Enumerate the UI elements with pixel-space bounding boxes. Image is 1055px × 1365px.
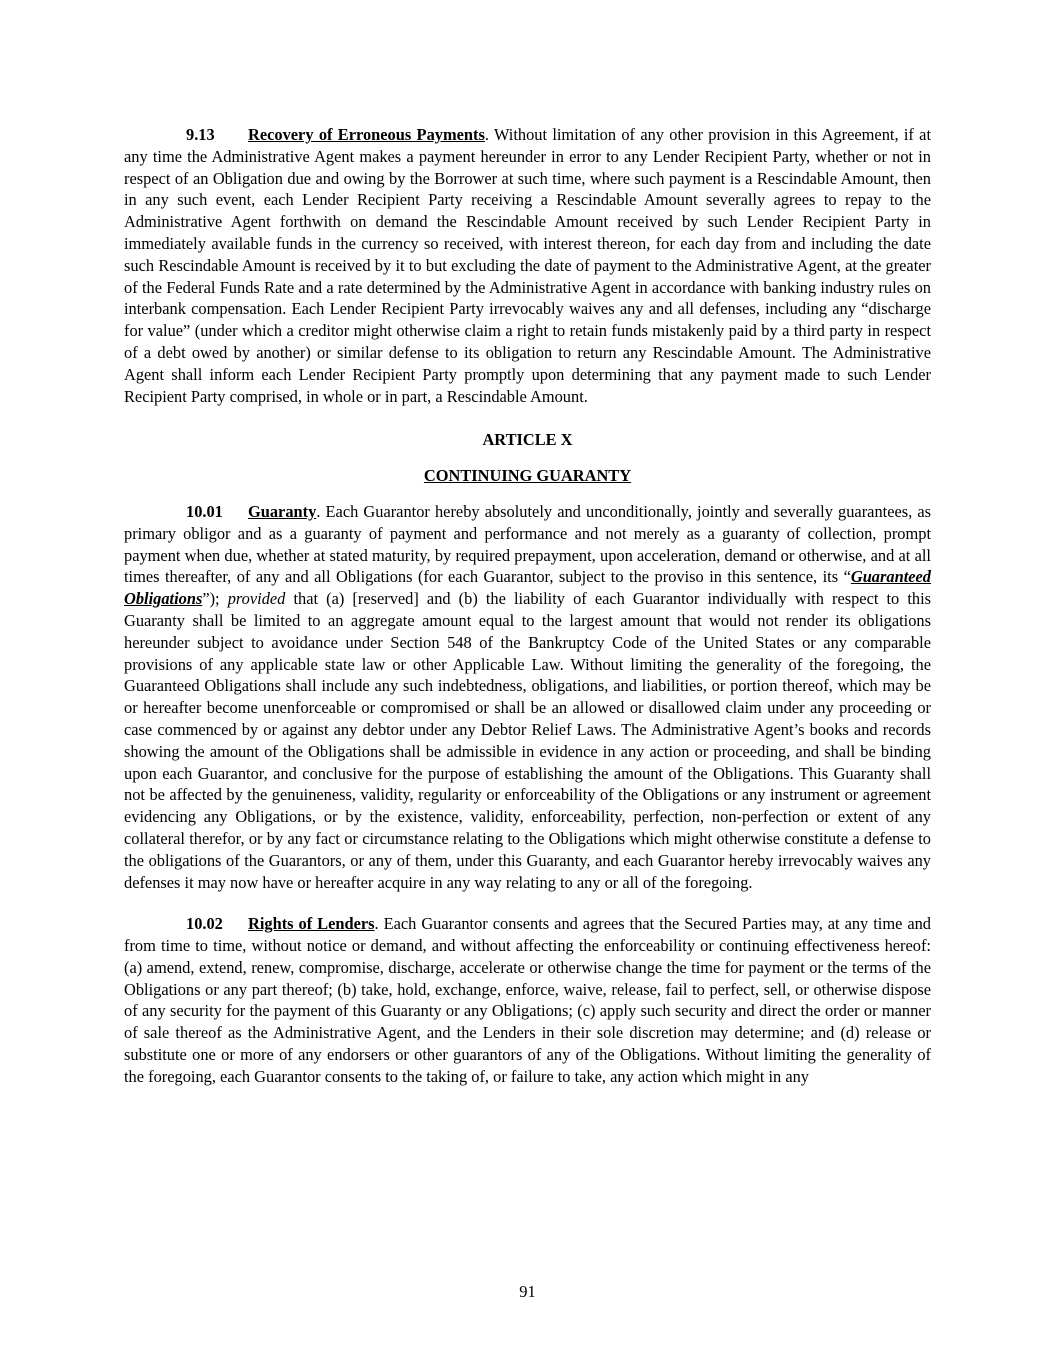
defined-term: Guaranteed Obligations <box>124 567 931 609</box>
section-body-part-2: ”); <box>202 589 228 609</box>
section-body-part-3: that (a) [reserved] and (b) the liability of each Guarantor individually with respect to this Guaranty shall be limited to an aggregate amount equal to the largest amount that would not render its obligations hereunder subject to avoidance under Section 548 of the Bankruptcy Code of the United States or any comparable provisions of any applicable state law or other Applicable Law. Without limiting the generality of the foregoing, the Guaranteed Obligations shall include any such indebtedness, obligations, and liabilities, or portion thereof, which may be or hereafter become unenforceable or compromised or shall be an allowed or disallowed claim under any proceeding or case commenced by or against any debtor under any Debtor Relief Laws. The Administrative Agent’s books and records showing the amount of the Obligations shall be admissible in evidence in any action or proceeding, and shall be binding upon each Guarantor, and conclusive for the purpose of establishing the amount of the Obligations. This Guaranty shall not be affected by the genuineness, validity, regularity or enforceability of the Obligations or any instrument or agreement evidencing any Obligations, or by the existence, validity, enforceability, perfection, non-perfection or extent of any collateral therefor, or by any fact or circumstance relating to the Obligations which might otherwise constitute a defense to the obligations of the Guarantors, or any of them, under this Guaranty, and each Guarantor hereby irrevocably waives any defenses it may now have or hereafter acquire in any way relating to any or all of the foregoing. <box>124 589 932 892</box>
section-body: . Each Guarantor consents and agrees that the Secured Parties may, at any time and from time to time, without notice or demand, and without affecting the enforceability or continuing effectiveness hereof: (a) amend, extend, renew, compromise, discharge, accelerate or otherwise change the time for payment or the terms of the Obligations or any part thereof; (b) take, hold, exchange, enforce, waive, release, fail to perfect, sell, or otherwise dispose of any security for the payment of this Guaranty or any Obligations; (c) apply such security and direct the order or manner of sale thereof as the Administrative Agent, and the Lenders in their sole discretion may determine; and (d) release or substitute one or more of any endorsers or other guarantors of any of the Obligations. Without limiting the generality of the foregoing, each Guarantor consents to the taking of, or failure to take, any action which might in any <box>124 914 931 1086</box>
article-number: ARTICLE X <box>482 430 573 450</box>
document-page <box>124 124 931 1088</box>
section-title: Recovery of Erroneous Payments <box>248 125 485 144</box>
section-title: Rights of Lenders <box>248 914 375 934</box>
proviso-word: provided <box>227 589 286 609</box>
section-10-01 <box>124 501 931 893</box>
section-body-part-1: . Each Guarantor hereby absolutely and unconditionally, jointly and severally guarantees, as primary obligor and as a guaranty of payment and performance and not merely as a guaranty of collection, prompt payment when due, whether at stated maturity, by required prepayment, upon acceleration, demand or otherwise, and at all times thereafter, of any and all Obligations (for each Guarantor, subject to the proviso in this sentence, its “ <box>124 501 931 587</box>
section-number: 9.13 <box>186 125 215 144</box>
section-number: 10.02 <box>186 914 223 934</box>
article-title: CONTINUING GUARANTY <box>423 466 632 486</box>
section-title: Guaranty <box>248 501 317 521</box>
page-number: 91 <box>519 1282 536 1301</box>
section-10-02 <box>124 913 931 1087</box>
section-body: . Without limitation of any other provision in this Agreement, if at any time the Administrative Agent makes a payment hereunder in error to any Lender Recipient Party, whether or not in respect of an Obligation due and owing by the Borrower at such time, where such payment is a Rescindable Amount, then in any such event, each Lender Recipient Party receiving a Rescindable Amount severally agrees to repay to the Administrative Agent forthwith on demand the Rescindable Amount received by such Lender Recipient Party in immediately available funds in the currency so received, with interest thereon, for each day from and including the date such Rescindable Amount is received by it to but excluding the date of payment to the Administrative Agent, at the greater of the Federal Funds Rate and a rate determined by the Administrative Agent in accordance with banking industry rules on interbank compensation. Each Lender Recipient Party irrevocably waives any and all defenses, including any “discharge for value” (under which a creditor might otherwise claim a right to retain funds mistakenly paid by a third party in respect of a debt owed by another) or similar defense to its obligation to return any Rescindable Amount. The Administrative Agent shall inform each Lender Recipient Party promptly upon determining that any payment made to such Lender Recipient Party comprised, in whole or in part, a Rescindable Amount. <box>124 125 931 406</box>
section-number: 10.01 <box>186 501 223 521</box>
section-9-13 <box>124 124 931 407</box>
